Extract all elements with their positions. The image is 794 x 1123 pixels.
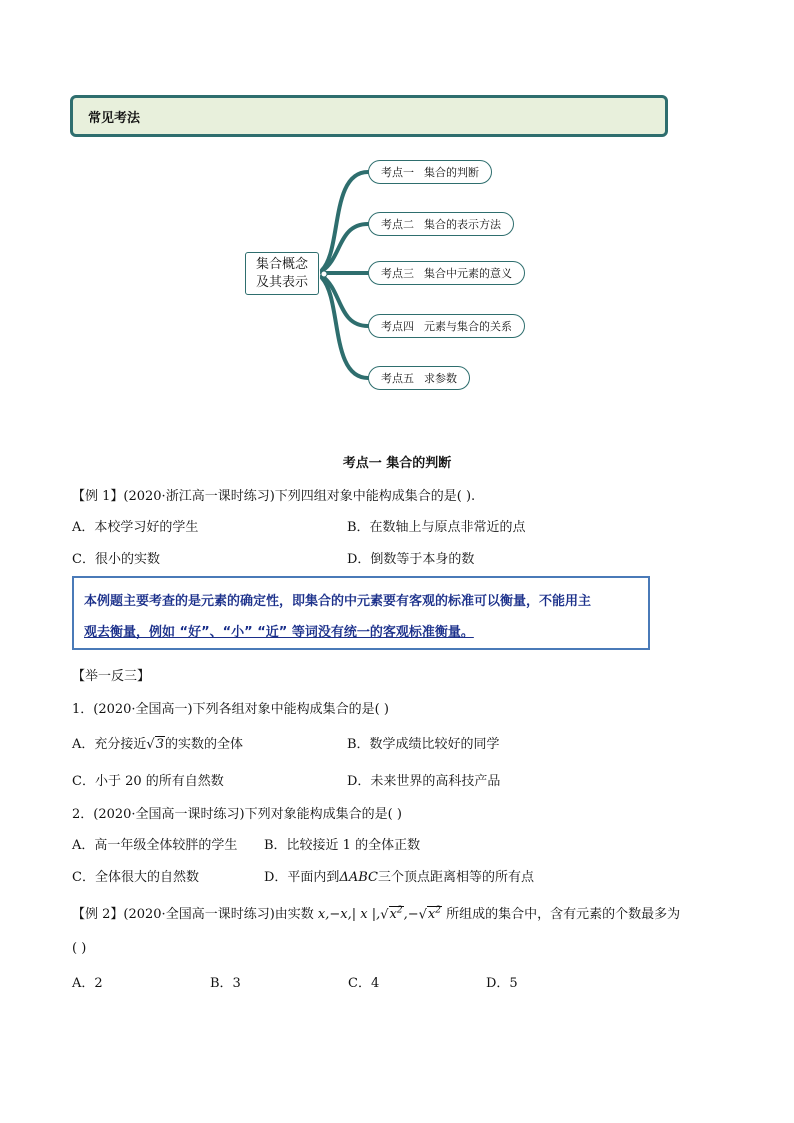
section-title: 考点一 集合的判断 xyxy=(342,456,452,471)
example1-option-c: C．很小的实数 xyxy=(72,552,160,567)
node-5-text: 求参数 xyxy=(424,372,457,385)
example2-suffix: 所组成的集合中，含有元素的个数最多为 xyxy=(446,907,681,922)
q2-option-b: B．比较接近 1 的全体正数 xyxy=(264,838,421,853)
q2-option-c: C．全体很大的自然数 xyxy=(72,870,199,885)
node-1-text: 集合的判断 xyxy=(424,166,479,179)
node-3-label: 考点三 xyxy=(381,267,414,280)
node-4-text: 元素与集合的关系 xyxy=(424,320,512,333)
q1-option-d: D．未来世界的高科技产品 xyxy=(347,774,501,789)
node-1-label: 考点一 xyxy=(381,166,414,179)
branch-5 xyxy=(322,278,368,378)
example2-option-b: B．3 xyxy=(210,976,241,991)
node-2-text: 集合的表示方法 xyxy=(424,218,501,231)
mindmap-node-5 xyxy=(368,366,470,390)
example2-option-d: D．5 xyxy=(486,976,518,991)
example2-option-a: A．2 xyxy=(72,976,103,991)
node-4-label: 考点四 xyxy=(381,320,414,333)
node-5-label: 考点五 xyxy=(381,372,414,385)
practice-heading: 【举一反三】 xyxy=(72,669,151,684)
example2-prefix: 【例 2】(2020·全国高一课时练习)由实数 xyxy=(72,907,314,922)
mindmap-node-1 xyxy=(368,160,492,184)
analysis-note-box xyxy=(72,576,650,650)
sqrt-symbol: √3 xyxy=(146,737,164,752)
node-3-text: 集合中元素的意义 xyxy=(424,267,512,280)
mindmap-center-node xyxy=(245,252,319,295)
example2-paren: ( ) xyxy=(72,941,87,956)
mindmap-node-2 xyxy=(368,212,514,236)
example1-option-b: B．在数轴上与原点非常近的点 xyxy=(347,520,526,535)
q2-question: 2．(2020·全国高一课时练习)下列对象能构成集合的是( ) xyxy=(72,807,402,822)
center-line-2: 及其表示 xyxy=(255,275,308,290)
q2-option-a: A．高一年级全体较胖的学生 xyxy=(72,838,238,853)
example1-question: 【例 1】(2020·浙江高一课时练习)下列四组对象中能构成集合的是( ). xyxy=(72,489,476,504)
q1-option-a xyxy=(72,733,243,752)
q1-option-b: B．数学成绩比较好的同学 xyxy=(347,737,500,752)
mindmap-connectors xyxy=(0,0,794,420)
example2-question: 【例 2】(2020·全国高一课时练习)由实数 x,−x,| x $|,√x^2,-√x^2$ 所组成的集合中，含有元素的个数最多为 xyxy=(72,905,681,922)
center-line-1: 集合概念 xyxy=(255,257,308,272)
q1-a-prefix: A．充分接近 xyxy=(72,737,147,752)
q1-question: 1．(2020·全国高一)下列各组对象中能构成集合的是( ) xyxy=(72,702,389,717)
q2-d-suffix: 三个顶点距离相等的所有点 xyxy=(377,870,534,885)
example1-option-a: A．本校学习好的学生 xyxy=(72,520,199,535)
note-line-2: 观去衡量，例如 “好”、“小” “近” 等词没有统一的客观标准衡量。 xyxy=(84,625,474,640)
q1-a-suffix: 的实数的全体 xyxy=(164,737,243,752)
example1-option-d: D．倒数等于本身的数 xyxy=(347,552,475,567)
mindmap-node-4 xyxy=(368,314,525,338)
example2-expression: x,−x,| x |, xyxy=(317,907,381,922)
branch-4 xyxy=(322,276,368,326)
note-line-1: 本例题主要考查的是元素的确定性，即集合的中元素要有客观的标准可以衡量，不能用主 xyxy=(84,594,592,609)
center-dot xyxy=(321,271,327,277)
branch-2 xyxy=(322,224,368,271)
node-2-label: 考点二 xyxy=(381,218,414,231)
mindmap-node-3 xyxy=(368,261,525,285)
example2-option-c: C．4 xyxy=(348,976,380,991)
branch-1 xyxy=(322,172,368,270)
q1-option-c: C．小于 20 的所有自然数 xyxy=(72,774,224,789)
header-title: 常见考法 xyxy=(88,111,141,126)
q1-a-radicand: 3 xyxy=(155,737,164,752)
q2-option-d xyxy=(264,866,534,885)
q2-d-prefix: D．平面内到 xyxy=(264,870,340,885)
sqrt-x2-negative: $√x^2$ xyxy=(418,905,441,922)
q2-d-math: ΔABC xyxy=(339,870,378,885)
sqrt-x2-positive: $√x^2$ xyxy=(380,905,403,922)
